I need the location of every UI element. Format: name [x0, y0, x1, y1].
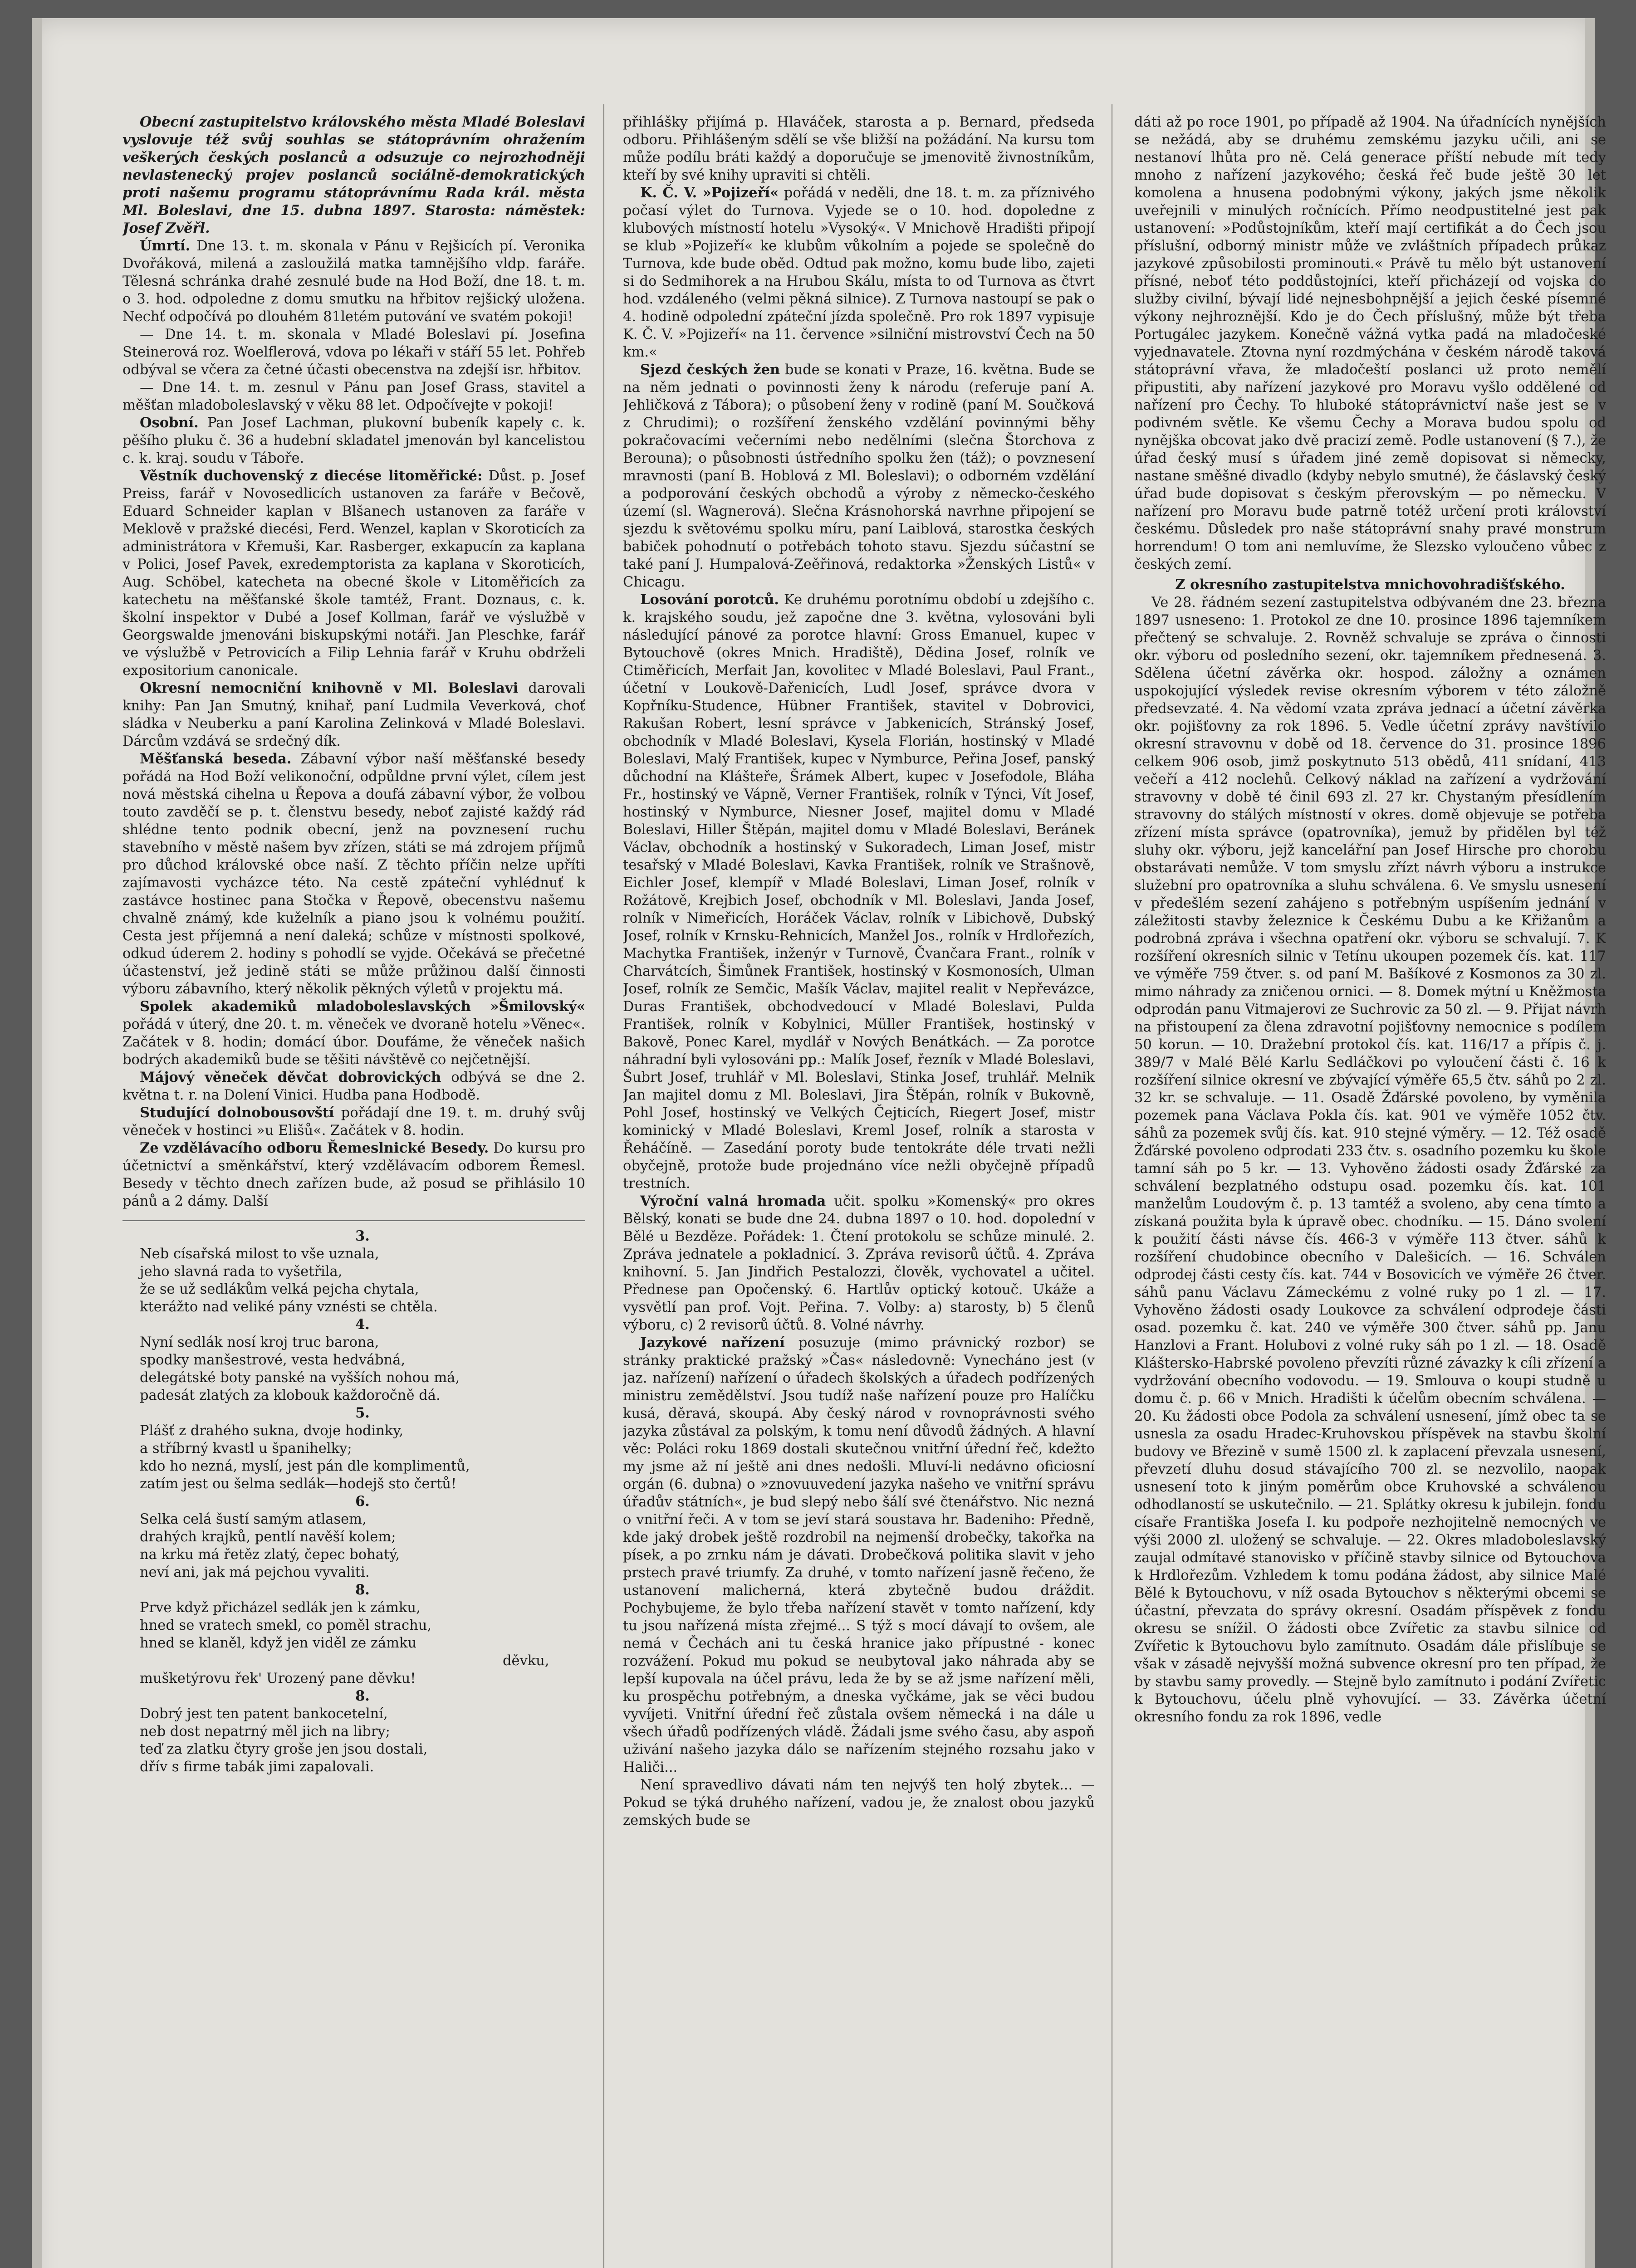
poem-line: děvku,	[503, 1653, 549, 1669]
stanza-number: 8.	[355, 1582, 370, 1598]
poem-line: padesát zlatých za klobouk každoročně dá.	[140, 1388, 441, 1403]
poem-line: spodky manšestrové, vesta hedvábná,	[140, 1352, 406, 1368]
newspaper-page	[32, 18, 1606, 2268]
article-pojizeri: K. Č. V. »Pojizeří« pořádá v neděli, dne 18. t. m. za příznivého počasí výlet do Turnova. Vyjede se o 10. hod. dopoledne z klubových místností hotelu »Vysoký«. V Mnichově Hradišti připojí se klub »Pojizeří« ke klubům vůkolním a pojede se společně do Turnova, kde bude oběd. Odtud pak možno, komu bude libo, zajeti si do Sedmihorek a na Hrubou Skálu, místa to od Turnova as čtvrt hod. vzdáleného (velmi pěkná silnice). Z Turnova nastoupí se pak o 4. hodině odpolední zpáteční jízda společně. Pro rok 1897 vypisuje K. Č. V. »Pojizeří« na 11. července »silniční mistrovství Čech na 50 km.«	[623, 185, 1095, 360]
article-losovani-porotcu: Losování porotců. Ke druhému porotnímu období u zdejšího c. k. krajského soudu, jež započne dne 3. května, vylosováni byli následující pánové za porotce hlavní: Gross Emanuel, kupec v Bytouchově (okres Mnich. Hradiště), Dědina Josef, rolník ve Ctiměřicích, Merfait Jan, kovolitec v Mladé Boleslavi, Paul Frant., účetní v Loukově-Dařenicích, Ludl Josef, správce dvora v Kopřníku-Studence, Hübner František, stavitel v Dobrovici, Rakušan Robert, lesní správce v Jabkenicích, Stránský Josef, obchodník v Mladé Boleslavi, Kysela Florián, hostinský v Mladé Boleslavi, Malý František, kupec v Nymburce, Peřina Josef, panský důchodní na Klášteře, Šrámek Albert, kupec v Josefodole, Bláha Fr., hostinský ve Vápně, Verner František, rolník v Týnci, Vít Josef, hostinský v Nymburce, Niesner Josef, majitel domu v Mladé Boleslavi, Hiller Štěpán, majitel domu v Mladé Boleslavi, Beránek Václav, obchodník a hostinský v Sukoradech, Liman Josef, mistr tesařský v Mladé Boleslavi, Kavka František, rolník ve Strašnově, Eichler Josef, klempíř v Mladé Boleslavi, Liman Josef, rolník v Rožátově, Krejbich Josef, obchodník v Ml. Boleslavi, Janda Josef, rolník v Nimeřicích, Horáček Václav, rolník v Libichově, Dubský Josef, rolník v Krnsku-Rehnicích, Manžel Jos., rolník v Hrdlořezích, Machytka František, inženýr v Turnově, Čvančara Frant., rolník v Charvátcích, Šimůnek František, hostinský v Kosmonosích, Ulman Josef, rolník ze Semčic, Mašík Václav, majitel realit v Nepřevázce, Duras František, obchodvedoucí v Mladé Boleslavi, Pulda František, rolník v Kobylnici, Müller František, hostinský v Bakově, Ponec Karel, mydlář v Nových Benátkách. — Za porotce náhradní byli vylosováni pp.: Malík Josef, řezník v Mladé Boleslavi, Šubrt Josef, truhlář v Ml. Boleslavi, Stinka Josef, truhlář. Melnik Jan majitel domu z Ml. Boleslavi, Jira Štěpán, rolník v Bukovně, Pohl Josef, hostinský ve Velkých Čejticích, Riegert Josef, mistr kominický v Mladé Boleslavi, Kreml Josef, rolník a starosta v Řeháčíně. — Zasedání poroty bude tentokráte déle trvati nežli obyčejně, protože bude projednáno více nežli obyčejně případů trestních.	[623, 591, 1095, 1192]
poem-line: hned se vratech smekl, co poměl strachu,	[140, 1618, 432, 1633]
poem-line: delegátské boty panské na vyšších nohou má,	[140, 1370, 460, 1386]
article-remeslnicka-beseda: Ze vzdělávacího odboru Řemeslnické Besedy. Do kursu pro účetnictví a směnkářství, který vzdělávacím odborem Řemesl. Besedy v těchto dnech zařízen bude, až posud se přihlásilo 10 pánů a 2 dámy. Další	[122, 1140, 585, 1209]
page-left-edge	[32, 18, 42, 2268]
poem-line: teď za zlatku čtyry groše jen jsou dostali,	[140, 1741, 428, 1757]
column-rule	[603, 104, 604, 2268]
poem-line: neb dost nepatrný měl jich na libry;	[140, 1724, 390, 1740]
poem-line: Selka celá šustí samým atlasem,	[140, 1511, 367, 1527]
article-paragraph: přihlášky přijímá p. Hlaváček, starosta a p. Bernard, předseda odboru. Přihlášeným sdělí se vše bližší na požádání. Na kursu tom může podílu bráti každý a doporučuje se jmenovitě živnostníkům, kteří by své knihy upraviti si chtěli.	[623, 114, 1095, 183]
article-lead: Obecní zastupitelstvo královského města Mladé Boleslavi vyslovuje též svůj souhlas se státoprávním ohražením veškerých českých poslanců a odsuzuje co nejrozhodněji nevlastenecký projev poslanců sociálně-demokratických proti našemu programu státoprávnímu Rada král. města Ml. Boleslavi, dne 15. dubna 1897. Starosta: náměstek: Josef Zvěřl.	[122, 114, 585, 236]
article-vestnik: Věstník duchovenský z diecése litoměřické: Důst. p. Josef Preiss, farář v Novosedlicích ustanoven za faráře v Bečově, Eduard Schneider kaplan v Blšanech ustanoven za faráře v Meklově v pražské diecési, Ferd. Wenzel, kaplan v Skoroticích za administrátora v Křemuši, Kar. Rasberger, exkapucín za kaplana v Polici, Josef Pavek, exredemptorista za kaplana v Skoroticích, Aug. Schöbel, katecheta na obecné škole v Litoměřicích za katechetu na měšťanské škole tamtéž, Frant. Doznaus, c. k. školní inspektor v Dubé a Josef Kollman, farář ve výslužbě v Georgswalde jmenováni biskupskými notáři. Jan Pleschke, farář ve výslužbě v Petrovicích a Filip Lehnia farář v Kruhu obdrželi expositorium canonicale.	[122, 468, 585, 679]
article-paragraph: — Dne 14. t. m. skonala v Mladé Boleslavi pí. Josefina Steinerová roz. Woelflerová, vdova po lékaři v stáří 55 let. Pohřeb odbýval se včera za četné účasti obecenstva na zdejší isr. hřbitov.	[122, 327, 585, 378]
poem-line: že se už sedlákům velká pejcha chytala,	[140, 1281, 419, 1297]
article-okresni-zastupitelstvo: Ve 28. řádném sezení zastupitelstva odbývaném dne 23. března 1897 usneseno: 1. Protokol ze dne 10. prosince 1896 tajemníkem přečtený se schvaluje. 2. Rovněž schvaluje se zpráva o činnosti okr. výboru od posledního sezení, okr. tajemníkem přednesená. 3. Sdělena účetní závěrka okr. hospod. záložny a oznámen uspokojující výsledek revise okresním výborem v této záložně předsevzaté. 4. Na vědomí vzata zpráva jednací a účetní závěrka okr. pojišťovny za rok 1896. 5. Vedle účetní zprávy navštívilo okresní stravovnu v době od 18. července do 31. prosince 1896 celkem 906 osob, jimž poskytnuto 513 obědů, 411 snídaní, 413 večeří a 412 noclehů. Celkový náklad na zařízení a vydržování stravovny v době té činil 693 zl. 27 kr. Chystaným přesídlením stravovny do stálých místností v okres. domě objevuje se potřeba zřízení místa správce (opatrovníka), jemuž by přidělen byl též sluhy okr. výboru, jejž kancelářní pan Josef Hirsche pro chorobu obstarávati nemůže. V tom smyslu zřízt návrh výboru a instrukce služební pro opatrovníka a sluhu schválena. 6. Ve smyslu usnesení v předešlém sezení zahájeno s potřebným uspíšením jednání v záležitosti stavby železnice k Českému Dubu a ke Křižanům a podrobná zpráva i všechna opatření okr. výboru se schvalují. 7. K rozšíření okresních silnic v Tetínu ukoupen pozemek čís. kat. 117 ve výměře 759 čtver. s. od paní M. Bašíkové z Kosmonos za 30 zl. mimo náhrady za zničenou ornici. — 8. Domek mýtní u Kněžmosta odprodán panu Vitmajerovi ze Suchrovic za 50 zl. — 9. Přijat návrh na přistoupení za člena zdravotní pojišťovny nemocnice s podílem 50 korun. — 10. Dražební protokol čís. kat. 116/17 a přípis č. j. 389/7 v Malé Bělé Karlu Sedláčkovi po vyloučení části č. 16 k rozšíření silnice okresní ve zbývající výměře 65,5 čtv. sáhů po 2 zl. 32 kr. se schvaluje. — 11. Osadě Žďárské povoleno, by vyměnila pozemek pana Václava Pokla čís. kat. 901 ve výměře 1052 čtv. sáhů za pozemek svůj čís. kat. 910 stejné výměry. — 12. Též osadě Žďárské povoleno odprodati 233 čtv. s. osadního pozemku ku škole tamní sáh po 5 kr. — 13. Vyhověno žádosti osady Žďárské za schválení bezplatného odstupu osad. pozemku čís. kat. 101 manželům Loudovým č. p. 13 tamtéž a svoleno, aby cena tímto a získaná použita byla k úpravě obec. chodníku. — 15. Dáno svolení k použití části návse čís. 466-3 v výměře 113 čtver. sáhů k rozšíření chudobince obecního v Dalešicích. — 16. Schválen odprodej části cesty čís. kat. 744 v Bosovicích ve výměře 26 čtver. sáhů panu Václavu Zámeckému z volné ruky po 1 zl. — 17. Vyhověno žádosti osady Loukovce za schválení odprodeje části osad. pozemku č. kat. 240 ve výměře 300 čtver. sáhů pp. Janu Hanzlovi a Frant. Holubovi z volné ruky sáh po 1 zl. — 18. Osadě Kláštersko-Habrské povoleno převzíti různé závazky k cíli zřízení a vydržování obecního vodovodu. — 19. Smlouva o koupi studně u domu č. p. 66 v Mnich. Hradišti k účelům obecním schválena. — 20. Ku žádosti obce Podola za schválení usnesení, jímž obec ta se usnesla za osadu Hradec-Kruhovskou příspěvek na stavbu školní budovy ve Březině v sumě 1500 zl. k zaplacení převzala usnesení, převzetí dluhu dosud stávajícího 700 zl. se nezvolilo, naopak usnesení toto k jiným poměrům obce Kruhovské a schválenou odhodlaností se uskutečnilo. — 21. Splátky okresu k jubilejn. fondu císaře Františka Josefa I. ku podpoře nezhojitelně nemocných ve výši 2000 zl. uložený se schvaluje. — 22. Okres mladoboleslavský zaujal odmítavé stanovisko v příčině stavby silnice od Bytouchova k Hrdlořezům. Vzhledem k tomu podána žádost, aby silnice Malé Bělé k Bytouchovu, v níž osada Bytouchov s některými obcemi se účastní, převzata do správy okresní. Osadám příspěvek z fondu okresu se snížil. O žádosti obce Zvířetic za stavbu silnice od Zvířetic k Bytouchovu bylo zamítnuto. Osadám dále přislíbuje se však v zásadě nejvyšší možná subvence okresní pro ten případ, že by stavbu samy provedly. — Stejně bylo zamítnuto i podání Zvířetic k Bytouchovu, účelu plně vyhovující. — 33. Závěrka účetní okresního fondu za rok 1896, vedle	[1134, 595, 1606, 1725]
stanza-number: 4.	[355, 1316, 370, 1333]
poem-line: hned se klaněl, když jen viděl ze zámku	[140, 1635, 417, 1651]
poem-line: na krku má řetěz zlatý, čepec bohatý,	[140, 1547, 400, 1563]
article-studujici: Studující dolnobousovští pořádají dne 19. t. m. druhý svůj věneček v hostinci »u Elišů«. Začátek v 8. hodin.	[122, 1105, 585, 1139]
poem-line: jeho slavná rada to vyšetřila,	[140, 1264, 343, 1280]
poem-line: Nyní sedlák nosí kroj truc barona,	[140, 1334, 379, 1350]
poem-line: dřív s firme tabák jimi zapalovali.	[140, 1759, 374, 1775]
column-1	[122, 113, 585, 2268]
article-knihovna: Okresní nemocniční knihovně v Ml. Boleslavi darovali knihy: Pan Jan Smutný, knihař, paní Ludmila Veverková, choť sládka v Neuberku a paní Karolina Zelinková v Mladé Boleslavi. Dárcům vzdává se srdečný dík.	[122, 680, 585, 749]
poem-line: Dobrý jest ten patent bankocetelní,	[140, 1706, 388, 1722]
poem-line: Prve když přicházel sedlák jen k zámku,	[140, 1600, 421, 1616]
column-3	[1134, 113, 1606, 2268]
poem-line: drahých krajků, pentlí navěší kolem;	[140, 1529, 396, 1545]
article-paragraph: Není spravedlivo dávati nám ten nejvýš ten holý zbytek... — Pokud se týká druhého nařízení, vadou je, že znalost obou jazyků zemských bude se	[623, 1777, 1095, 1828]
stanza-number: 3.	[355, 1228, 370, 1244]
poem-line: Neb císařská milost to vše uznala,	[140, 1246, 379, 1262]
poem-line: Plášť z drahého sukna, dvoje hodinky,	[140, 1423, 404, 1439]
article-jazykove-narizeni: Jazykové nařízení posuzuje (mimo právnický rozbor) se stránky praktické pražský »Čas« následovně: Vynecháno jest (v jaz. nařízení) nařízení o úřadech školských a úřadech podřízených ministru zemědělství. Jsou tudíž naše nařízení pouze pro Halíčku kusá, děravá, skoupá. Aby český národ v rovnoprávnosti svého jazyka zůstával za polským, k tomu není důvodů žádných. A hlavní věc: Poláci roku 1869 dostali skutečnou vnitřní úřední řeč, kdežto my jsme až ní ještě ani dnes nedošli. Mluví-li nedávno oficiosní orgán (6. dubna) o »znovuuvedení jazyka našeho ve vnitřní správu úřadův státních«, je bud slepý nebo šálí své čtenářstvo. Nic nezná o vnitřní řeči. A v tom se jeví stará soustava hr. Badeniho: Předně, kde jaký drobek ještě rozdrobil na nejmenší drobečky, takořka na písek, a po zrnku nám je dávati. Drobečková politika slavit v jeho prstech pravé triumfy. Za druhé, v tomto nařízení jasně řečeno, že ustanovení malicherná, která zbytečně budou dráždit. Pochybujeme, že bylo třeba nařízení stavět v tomto nařízení, kdy tu jsou nařízená místa zřejmé... S týž s mocí dávají to ovšem, ale nemá v Čechách ani tu česká hranice jako přípustné - konec rozvážení. Pokud mu pokud se neubytoval jako náhrada aby se lepší kupovala na účel právu, leda že by se až jsme nařízení měli, ku prospěchu potřebným, a dneska vyčkáme, jak se věci budou vyvíjeti. Vnitřní úřední řeč zůstala ovšem německá i na dále u všech úřadů podřízených vládě. Žádali jsme svého času, aby aspoň uživání našeho jazyka dálo se nařízením stejného rozsahu jako v Haliči...	[623, 1334, 1095, 1775]
article-majovy-venecek: Májový věneček děvčat dobrovických odbývá se dne 2. května t. r. na Dolení Vinici. Hudba pana Hodbodě.	[122, 1069, 585, 1103]
poem-line: kterážto nad veliké pány vznésti se chtěla.	[140, 1299, 438, 1315]
article-paragraph: dáti až po roce 1901, po případě až 1904. Na úřadnících nynějších se nežádá, aby se druhému zemskému jazyku učili, ani se nestanoví lhůta pro ně. Celá generace příští nebude mít tedy mnoho z nařízení jazykového; česká řeč bude ještě 30 let komolena a hnusena podobnými výkony, jakých jsme několik uveřejnili v minulých ročnících. Přímo neodpustitelné jest pak ustanovení: »Podůstojníkům, kteří mají certifikát a do Čech jsou příslušní, odborný ministr může ve zvláštních případech průkaz jazykové způsobilosti prominouti.« Právě tu mělo být ustanovení přísné, neboť této poddůstojníci, kteří přicházejí od vojska do služby civilní, bývají lidé nejnesbohpnější a jejich české písemné výkony nejhroznější. Kdo je do Čech příslušný, může být třeba Portugálec jazykem. Konečně vážná vytka padá na mladočeské vyjednavatele. Ztovna nyní rozdmýchána v českém národě taková státoprávní vřava, že mladočeští poslanci už proto nemělí připustiti, aby nařízení jazykové pro Moravu vyšlo oddělené od nařízení pro Čechy. To hluboké státoprávnictví naše jest se v podivném světle. Ke všemu Čechy a Morava budou spolu od nynějška obcovat jako dvě pracizí země. Podle ustanovení (§ 7.), že úřad český musí s úřadem jiné země dopisovat si německy, nastane směšné divadlo (kdyby nebylo smutné), že čáslavský český úřad bude dopisovat s českým přerovským — po německu. V nařízení pro Moravu bude patrně totéž určení proti království českému. Důsledek pro naše státoprávní snahy pravé monstrum horrendum! O tom ani nemluvíme, že Slezsko vyloučeno vůbec z českých zemí.	[1134, 114, 1606, 572]
article-paragraph: — Dne 14. t. m. zesnul v Pánu pan Josef Grass, stavitel a měšťan mladoboleslavský v věku 88 let. Odpočívejte v pokoji!	[122, 380, 585, 413]
column-2	[623, 113, 1095, 2268]
section-heading: Z okresního zastupitelstva mnichovohradišťského.	[1175, 577, 1565, 593]
article-akademici: Spolek akademiků mladoboleslavských »Šmilovský« pořádá v úterý, dne 20. t. m. věneček ve dvoraně hotelu »Věnec«. Začátek v 8. hodin; domácí úbor. Doufáme, že věneček našich bodrých akademiků bude se těšiti návštěvě co nejčetnější.	[122, 998, 585, 1068]
poem	[122, 1220, 585, 1776]
poem-line: neví ani, jak má pejchou vyvaliti.	[140, 1564, 370, 1580]
poem-line: a stříbrný kvastl u španihelky;	[140, 1441, 352, 1457]
stanza-number: 5.	[355, 1405, 370, 1421]
article-valna-hromada: Výroční valná hromada učit. spolku »Komenský« pro okres Bělský, konati se bude dne 24. dubna 1897 o 10. hod. dopolední v Bělé u Bezděze. Pořádek: 1. Čtení protokolu se schůze minulé. 2. Zpráva jednatele a pokladnicí. 3. Zpráva revisorů účtů. 4. Zpráva knihovní. 5. Jan Jindřich Pestalozzi, člověk, vychovatel a učitel. Přednese pan Opočenský. 6. Hartlův optický kotouč. Ukáže a vysvětlí pan prof. Vojt. Peřina. 7. Volby: a) starosty, b) 5 členů výboru, c) 2 revisorů účtů. 8. Volné návrhy.	[623, 1193, 1095, 1333]
article-sjezd-zen: Sjezd českých žen bude se konati v Praze, 16. května. Bude se na něm jednati o povinnosti ženy k národu (referuje paní A. Jehličková z Tábora); o působení ženy v rodině (paní M. Součková z Chrudimi); o rozšíření ženského vzdělání povinnými běhy pokračovacími večerními nebo nedělními (slečna Štorchova z Berouna); o působnosti ústředního spolku žen (táž); o povznesení mravnosti (paní B. Hoblová z Ml. Boleslavi); o odborném vzdělání a podporování českých obchodů a výroby z německo-českého území (sl. Wagnerová). Slečna Krásnohorská navrhne připojení se sjezdu k světovému spolku míru, paní Laiblová, starostka českých babiček pohodnutí o potřebách tohoto stavu. Sjezdu súčastní se také paní J. Humpalová-Zeěřinová, redaktorka »Ženských Listů« v Chicagu.	[623, 362, 1095, 590]
article-osobni: Osobní. Pan Josef Lachman, plukovní bubeník kapely c. k. pěšího pluku č. 36 a hudební skladatel jmenován byl kancelistou c. k. kraj. soudu v Táboře.	[122, 415, 585, 466]
poem-line: zatím jest ou šelma sedlák—hodejš sto čertů!	[140, 1476, 457, 1492]
poem-line: kdo ho nezná, myslí, jest pán dle komplimentů,	[140, 1458, 470, 1474]
article-umrti: Úmrtí. Dne 13. t. m. skonala v Pánu v Rejšicích pí. Veronika Dvořáková, milená a zasloužilá matka tamnějšího vldp. faráře. Tělesná schránka drahé zesnulé bude na Hod Boží, dne 18. t. m. o 3. hod. odpoledne z domu smutku na hřbitov rejšický uložena. Nechť odpočívá po dlouhém 81letém putování ve svatém pokoji!	[122, 238, 585, 325]
stanza-number: 8.	[355, 1688, 370, 1704]
poem-line: mušketýrovu řek' Urozený pane děvku!	[140, 1671, 416, 1686]
article-mestanska-beseda: Měšťanská beseda. Zábavní výbor naší měšťanské besedy pořádá na Hod Boží velikonoční, odpůldne první výlet, cílem jest nová městská cihelna u Řepova a doufá zábavní výbor, že volbou touto zavděčí se p. t. členstvu besedy, neboť zajisté každý rád shlédne tento podnik obecní, jenž na povznesení ruchu stavebního v městě našem byv zřízen, státi se má zdrojem příjmů pro důchod královské obce naší. Z těchto příčin nelze upříti zajímavosti vycházce této. Na cestě zpáteční vyhlédnuť k zastávce hostinec pana Stočka v Řepově, obecenstvu našemu chvalně známý, kde kuželník a piano jsou k volnému použití. Cesta jest příjemná a není daleká; schůze v místnosti spolkové, odkud úderem 2. hodiny s pohodlí se vyjde. Očekává se přečetné účastenství, jež jedině státi se může průžinou další činnosti výboru zábavního, který několik pěkných výletů v projektu má.	[122, 751, 585, 997]
stanza-number: 6.	[355, 1493, 370, 1510]
